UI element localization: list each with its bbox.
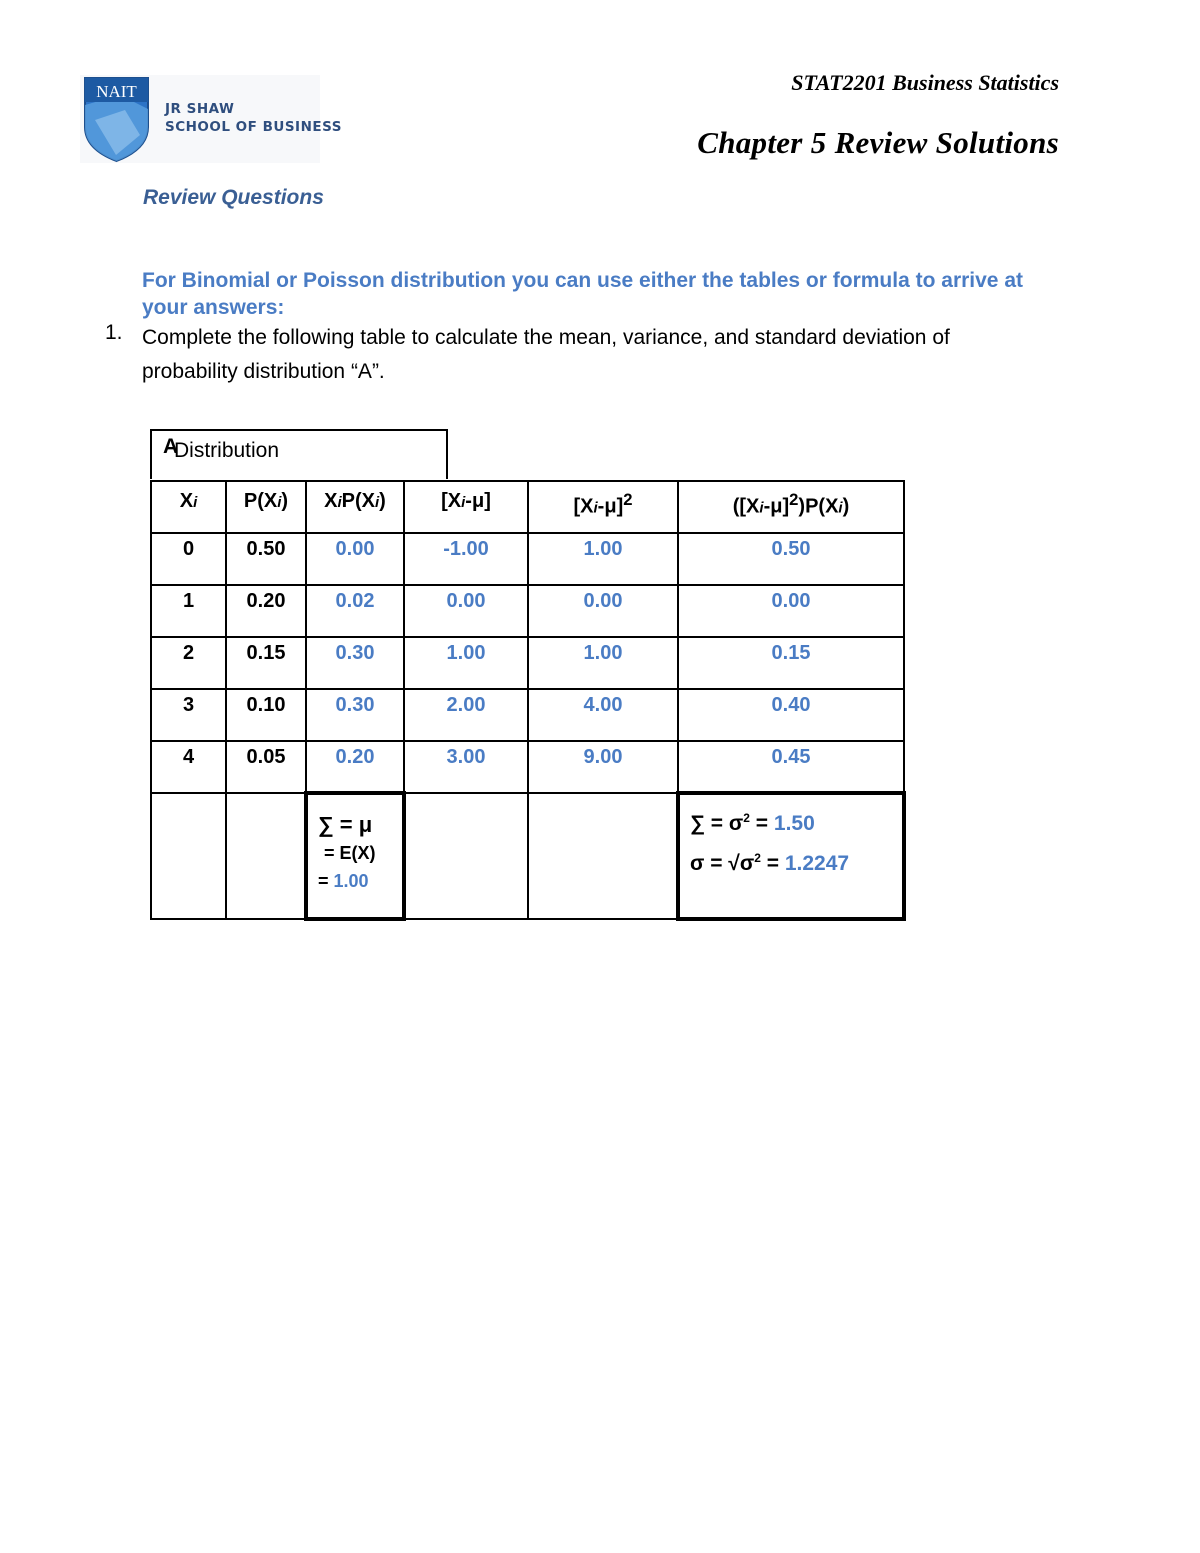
cell-x: 3 bbox=[151, 689, 226, 741]
cell-wsq: 0.50 bbox=[678, 533, 904, 585]
summary-empty-dev bbox=[404, 793, 528, 919]
variance-value: 1.50 bbox=[773, 812, 815, 835]
question-text-line1: Complete the following table to calculate the mean, variance, and standard deviation of bbox=[142, 326, 950, 349]
header-p: P(Xi) bbox=[226, 481, 306, 533]
table-row bbox=[151, 741, 904, 793]
table-header-row bbox=[151, 481, 904, 533]
cell-p: 0.15 bbox=[226, 637, 306, 689]
header-deviation: [Xi-μ] bbox=[404, 481, 528, 533]
variance-summary bbox=[678, 793, 904, 919]
table-row bbox=[151, 533, 904, 585]
header-x: Xi bbox=[151, 481, 226, 533]
instruction-note: For Binomial or Poisson distribution you can use either the tables or formula to arrive at your answers: bbox=[142, 269, 1023, 319]
summary-empty-sq bbox=[528, 793, 678, 919]
variance-line: ∑ = $\sigma^2 = 1.50$ bbox=[690, 811, 815, 835]
cell-p: 0.05 bbox=[226, 741, 306, 793]
header-weighted-squared: $([Xi-\mu]^2)P(Xi)$ bbox=[678, 481, 904, 533]
std-dev-value: 1.2247 bbox=[784, 852, 850, 875]
table-row bbox=[151, 585, 904, 637]
nait-logo-text: NAIT bbox=[96, 82, 137, 101]
distribution-caption bbox=[150, 429, 448, 479]
mean-value-line: = 1.00 bbox=[318, 871, 369, 891]
mean-summary bbox=[306, 793, 404, 919]
cell-xp: 0.20 bbox=[306, 741, 404, 793]
question-text bbox=[142, 321, 1062, 389]
mean-formula: ∑ = μ bbox=[318, 812, 373, 837]
summary-empty-p bbox=[226, 793, 306, 919]
caption-prefix: Distribution bbox=[174, 439, 280, 462]
cell-xp: 0.00 bbox=[306, 533, 404, 585]
question-text-line2: probability distribution “A”. bbox=[142, 360, 385, 383]
mean-value: 1.00 bbox=[333, 871, 369, 891]
distribution-table bbox=[150, 480, 906, 921]
cell-dev: -1.00 bbox=[404, 533, 528, 585]
cell-x: 4 bbox=[151, 741, 226, 793]
cell-sq: 9.00 bbox=[528, 741, 678, 793]
cell-wsq: 0.00 bbox=[678, 585, 904, 637]
cell-dev: 2.00 bbox=[404, 689, 528, 741]
section-title: Review Questions bbox=[143, 186, 324, 209]
school-name bbox=[165, 100, 342, 136]
cell-wsq: 0.40 bbox=[678, 689, 904, 741]
cell-xp: 0.30 bbox=[306, 637, 404, 689]
cell-sq: 0.00 bbox=[528, 585, 678, 637]
cell-p: 0.10 bbox=[226, 689, 306, 741]
question-number: 1. bbox=[105, 321, 123, 344]
cell-sq: 1.00 bbox=[528, 637, 678, 689]
cell-x: 2 bbox=[151, 637, 226, 689]
table-summary-row bbox=[151, 793, 904, 919]
cell-p: 0.50 bbox=[226, 533, 306, 585]
course-title: STAT2201 Business Statistics bbox=[791, 70, 1059, 95]
summary-empty-x bbox=[151, 793, 226, 919]
chapter-title: Chapter 5 Review Solutions bbox=[697, 125, 1059, 160]
mean-expectation: = E(X) bbox=[324, 843, 376, 863]
school-name-line1: JR SHAW bbox=[165, 101, 235, 117]
cell-xp: 0.30 bbox=[306, 689, 404, 741]
cell-sq: 1.00 bbox=[528, 533, 678, 585]
cell-sq: 4.00 bbox=[528, 689, 678, 741]
cell-wsq: 0.45 bbox=[678, 741, 904, 793]
header-xp: XiP(Xi) bbox=[306, 481, 404, 533]
cell-x: 1 bbox=[151, 585, 226, 637]
cell-x: 0 bbox=[151, 533, 226, 585]
cell-xp: 0.02 bbox=[306, 585, 404, 637]
std-dev-line: $\sigma = √\sigma^2 = 1.2247$ bbox=[690, 851, 850, 875]
school-name-line2: SCHOOL OF BUSINESS bbox=[165, 119, 342, 135]
cell-dev: 1.00 bbox=[404, 637, 528, 689]
cell-wsq: 0.15 bbox=[678, 637, 904, 689]
header-squared-deviation: $[Xi-\mu]^2$ bbox=[528, 481, 678, 533]
cell-dev: 3.00 bbox=[404, 741, 528, 793]
table-row bbox=[151, 637, 904, 689]
cell-p: 0.20 bbox=[226, 585, 306, 637]
caption-letter: A bbox=[163, 435, 179, 458]
cell-dev: 0.00 bbox=[404, 585, 528, 637]
table-row bbox=[151, 689, 904, 741]
